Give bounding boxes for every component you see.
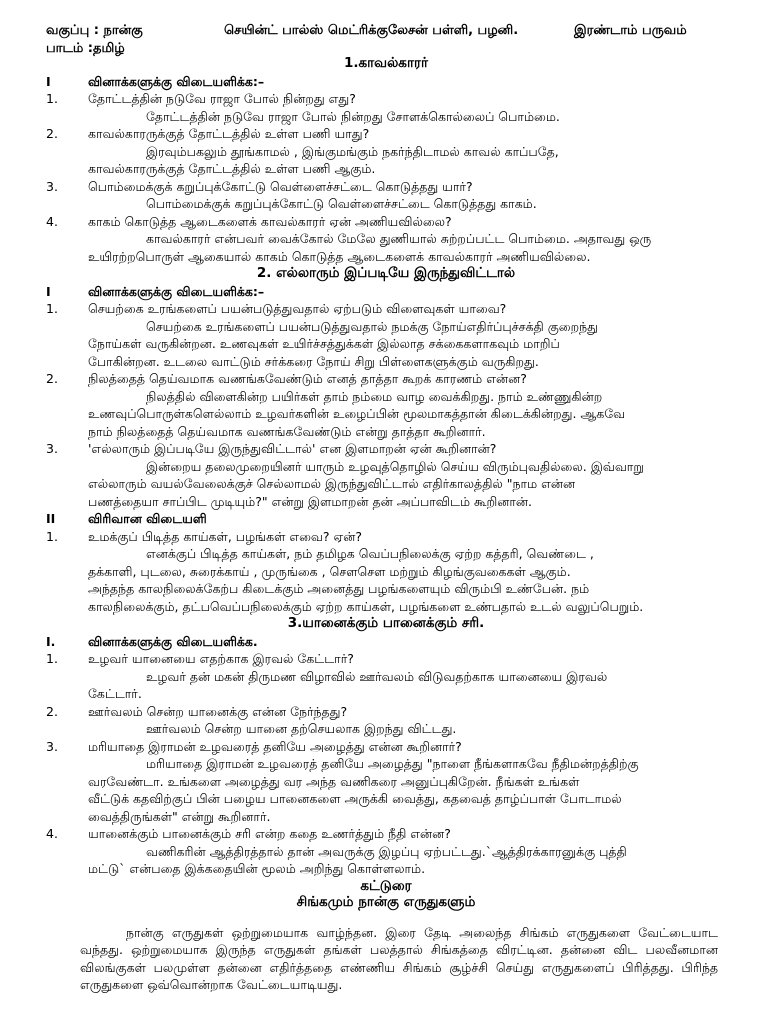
question-number: 1. <box>46 528 58 544</box>
question-text: காகம் கொடுத்த ஆடைகளைக் காவல்காரர் ஏன் அணியவில்லை? <box>88 213 452 229</box>
question-number: 3. <box>46 178 58 194</box>
answer-continuation: உணவுப்பொருள்களெல்லாம் உழவர்களின் உழைப்பின் மூலமாகத்தான் கிடைக்கின்றது. ஆகவே <box>88 406 626 421</box>
question-text: யானைக்கும் பானைக்கும் சரி என்ற கதை உணர்த்தும் நீதி என்ன? <box>88 826 451 841</box>
essay-label: கட்டுரை <box>360 877 412 894</box>
answer-continuation: பணத்தையா சாப்பிட முடியும்?" என்று இளமாறன் தன் அப்பாவிடம் கூறினான். <box>88 493 533 509</box>
answer-line: உழவர் தன் மகன் திருமண விழாவில் ஊர்வலம் விடுவதற்காக யானையை இரவல் <box>146 668 608 684</box>
question-number: 1. <box>46 301 58 316</box>
question-number: 3. <box>46 441 58 456</box>
lesson2-section2-heading: II விரிவான விடையளி <box>46 511 207 526</box>
question-number: 3. <box>46 738 58 754</box>
answer-continuation: தக்காளி, புடலை, சுரைக்காய் , முருங்கை , சௌசௌ மற்றும் கிழங்குவகைகள் ஆகும். <box>88 563 571 579</box>
question-text: நிலத்தைத் தெய்வமாக வணங்கவேண்டும் எனத் தாத்தா கூறக் காரணம் என்ன? <box>88 371 527 386</box>
question-row <box>46 650 726 668</box>
question-text: செயற்கை உரங்களைப் பயன்படுத்துவதால் ஏற்படும் விளைவுகள் யாவை? <box>88 301 507 316</box>
question-number: 2. <box>46 371 58 386</box>
lesson1-questions <box>46 90 726 265</box>
question-text: காவல்காரருக்குத் தோட்டத்தில் உள்ள பணி யாது? <box>88 126 370 141</box>
lesson1-section-heading: I வினாக்களுக்கு விடையளிக்க:– <box>46 73 265 89</box>
lesson2-title: 2. எல்லாரும் இப்படியே இருந்துவிட்டால் <box>256 265 516 281</box>
question-row <box>46 440 726 458</box>
question-row <box>46 178 726 196</box>
lesson3-title: 3.யானைக்கும் பானைக்கும் சரி. <box>287 615 485 631</box>
question-row <box>46 825 726 843</box>
lesson1-title: 1.காவல்காரர் <box>343 55 429 71</box>
lesson2-long-answer <box>46 528 726 616</box>
lesson3-section-heading: I. வினாக்களுக்கு விடையளிக்க. <box>46 633 258 649</box>
question-number: 4. <box>46 213 58 229</box>
class-label: வகுப்பு : நான்கு <box>46 23 143 38</box>
answer-continuation: வைத்திருங்கள்" என்று கூறினார். <box>88 808 271 824</box>
answer-line: மரியாதை இராமன் உழவரைத் தனியே அழைத்து "நாளை நீங்களாகவே நீதிமன்றத்திற்கு <box>146 756 639 771</box>
answer-continuation: வரவேண்டா. உங்களை அழைத்து வர அந்த வணிகரை அனுப்புகிறேன். நீங்கள் உங்கள் <box>88 773 580 789</box>
question-row <box>46 528 726 546</box>
answer-line: தோட்டத்தின் நடுவே ராஜா போல் நின்றது சோளக்கொல்லைப் பொம்மை. <box>146 108 560 124</box>
question-row <box>46 213 726 231</box>
answer-continuation: காலநிலைக்கும், தட்பவெப்பநிலைக்கும் ஏற்ற காய்கள், பழங்களை உண்பதால் உடல் வலுப்பெறும். <box>88 598 644 614</box>
answer-line: வணிகரின் ஆத்திரத்தால் தான் அவருக்கு இழப்பு ஏற்பட்டது.`ஆத்திரக்காரனுக்கு புத்தி <box>146 843 627 859</box>
question-number: 4. <box>46 826 58 841</box>
question-row <box>46 738 726 756</box>
lesson2-questions <box>46 300 726 510</box>
term-label: இரண்டாம் பருவம் <box>574 23 687 38</box>
question-row <box>46 370 726 388</box>
subject-label: பாடம் :தமிழ் <box>46 40 125 56</box>
answer-continuation: காவல்காரருக்குத் தோட்டத்தில் உள்ள பணி ஆகும். <box>88 161 376 176</box>
question-text: தோட்டத்தின் நடுவே ராஜா போல் நின்றது எது? <box>88 91 356 106</box>
answer-line: எனக்குப் பிடித்த காய்கள், நம் தமிழக வெப்பநிலைக்கு ஏற்ற கத்தரி, வெண்டை , <box>146 546 594 561</box>
lesson2-section-heading: I வினாக்களுக்கு விடையளிக்க:– <box>46 283 265 299</box>
question-text: உமக்குப் பிடித்த காய்கள், பழங்கள் எவை? ஏன்? <box>88 528 362 544</box>
answer-continuation: உயிரற்றபொருள் ஆகையால் காகம் கொடுத்த ஆடைகளைக் காவல்காரர் அணியவில்லை. <box>88 248 591 264</box>
lesson3-questions <box>46 650 726 878</box>
answer-line: காவல்காரர் என்பவர் வைக்கோல் மேலே துணியால் சுற்றப்பட்ட பொம்மை. அதாவது ஒரு <box>146 231 652 246</box>
answer-continuation: கேட்டார். <box>88 686 142 701</box>
answer-continuation: போகின்றன. உடலை வாட்டும் சர்க்கரை நோய் சிறு பிள்ளைகளுக்கும் வருகிறது. <box>88 353 539 369</box>
school-name: செயின்ட் பால்ஸ் மெட்ரிக்குலேசன் பள்ளி, பழனி. <box>224 23 519 38</box>
question-row <box>46 300 726 318</box>
question-text: ஊர்வலம் சென்ற யானைக்கு என்ன நேர்ந்தது? <box>88 703 348 719</box>
question-text: உழவர் யானையை எதற்காக இரவல் கேட்டார்? <box>88 651 354 666</box>
document-page <box>46 22 726 994</box>
answer-line: இன்றைய தலைமுறையினர் யாரும் உழவுத்தொழில் செய்ய விரும்புவதில்லை. இவ்வாறு <box>146 458 644 474</box>
question-number: 1. <box>46 651 58 666</box>
question-number: 1. <box>46 91 58 106</box>
answer-line: செயற்கை உரங்களைப் பயன்படுத்துவதால் நமக்கு நோய்எதிர்ப்புச்சக்தி குறைந்து <box>146 318 599 334</box>
question-text: பொம்மைக்குக் கறுப்புக்கோட்டு வெள்ளைச்சட்டை கொடுத்தது யார்? <box>88 178 473 194</box>
answer-line: பொம்மைக்குக் கறுப்புக்கோட்டு வெள்ளைச்சட்டை கொடுத்தது காகம். <box>146 196 537 211</box>
answer-line: நிலத்தில் விளைகின்ற பயிர்கள் தாம் நம்மை வாழ வைக்கிறது. நாம் உண்ணுகின்ற <box>146 388 603 404</box>
answer-continuation: வீட்டுக் கதவிற்குப் பின் பழைய பானைகளை அருக்கி வைத்து, கதவைத் தாழ்ப்பாள் போடாமல் <box>88 791 622 806</box>
answer-line: ஊர்வலம் சென்ற யானை தற்செயலாக இறந்து விட்டது. <box>146 721 457 736</box>
question-row <box>46 90 726 108</box>
answer-continuation: எல்லாரும் வயல்வேலைக்குச் செல்லாமல் இருந்துவிட்டால் எதிர்காலத்தில் "நாம என்ன <box>88 476 576 491</box>
answer-continuation: நாம் நிலத்தைத் தெய்வமாக வணங்கவேண்டும் என்று தாத்தா கூறினார். <box>88 423 486 439</box>
question-number: 2. <box>46 703 58 719</box>
essay-text: நான்கு எருதுகள் ஒற்றுமையாக வாழ்ந்தன. இரை தேடி அலைந்த சிங்கம் எருதுகளை வேட்டையாட வந்தது. ஒற்றுமையாக இருந்த எருதுகள் தங்கள் பலத்தால் சிங்கத்தை விரட்டின. தன்னை விட பலவீனமான விலங்குகள் பலமுள்ள தன்னை எதிர்த்ததை எண்ணிய சிங்கம் சூழ்ச்சி செய்து எருதுகளைப் பிரித்தது. பிரிந்த எருதுகளை ஒவ்வொன்றாக வேட்டையாடியது. <box>80 924 718 992</box>
essay-title: சிங்கமும் நான்கு எருதுகளும் <box>296 893 476 910</box>
answer-continuation: அந்தந்த காலநிலைக்கேற்ப கிடைக்கும் அனைத்து பழங்களையும் விரும்பி உண்பேன். நம் <box>88 581 590 596</box>
question-row <box>46 125 726 143</box>
answer-continuation: மட்டு` என்பதை இக்கதையின் மூலம் அறிந்து கொள்ளலாம். <box>88 861 426 876</box>
question-text: 'எல்லாரும் இப்படியே இருந்துவிட்டால்' என இளமாறன் ஏன் கூறினான்? <box>88 441 497 456</box>
question-number: 2. <box>46 126 58 141</box>
question-text: மரியாதை இராமன் உழவரைத் தனியே அழைத்து என்ன கூறினார்? <box>88 738 462 754</box>
question-row <box>46 703 726 721</box>
answer-continuation: நோய்கள் வருகின்றன. உணவுகள் உயிர்ச்சத்துக்கள் இல்லாத சக்கைகளாகவும் மாறிப் <box>88 336 560 351</box>
header-row <box>46 22 726 40</box>
answer-line: இரவும்பகலும் தூங்காமல் , இங்குமங்கும் நகர்ந்திடாமல் காவல் காப்பதே, <box>146 143 559 159</box>
